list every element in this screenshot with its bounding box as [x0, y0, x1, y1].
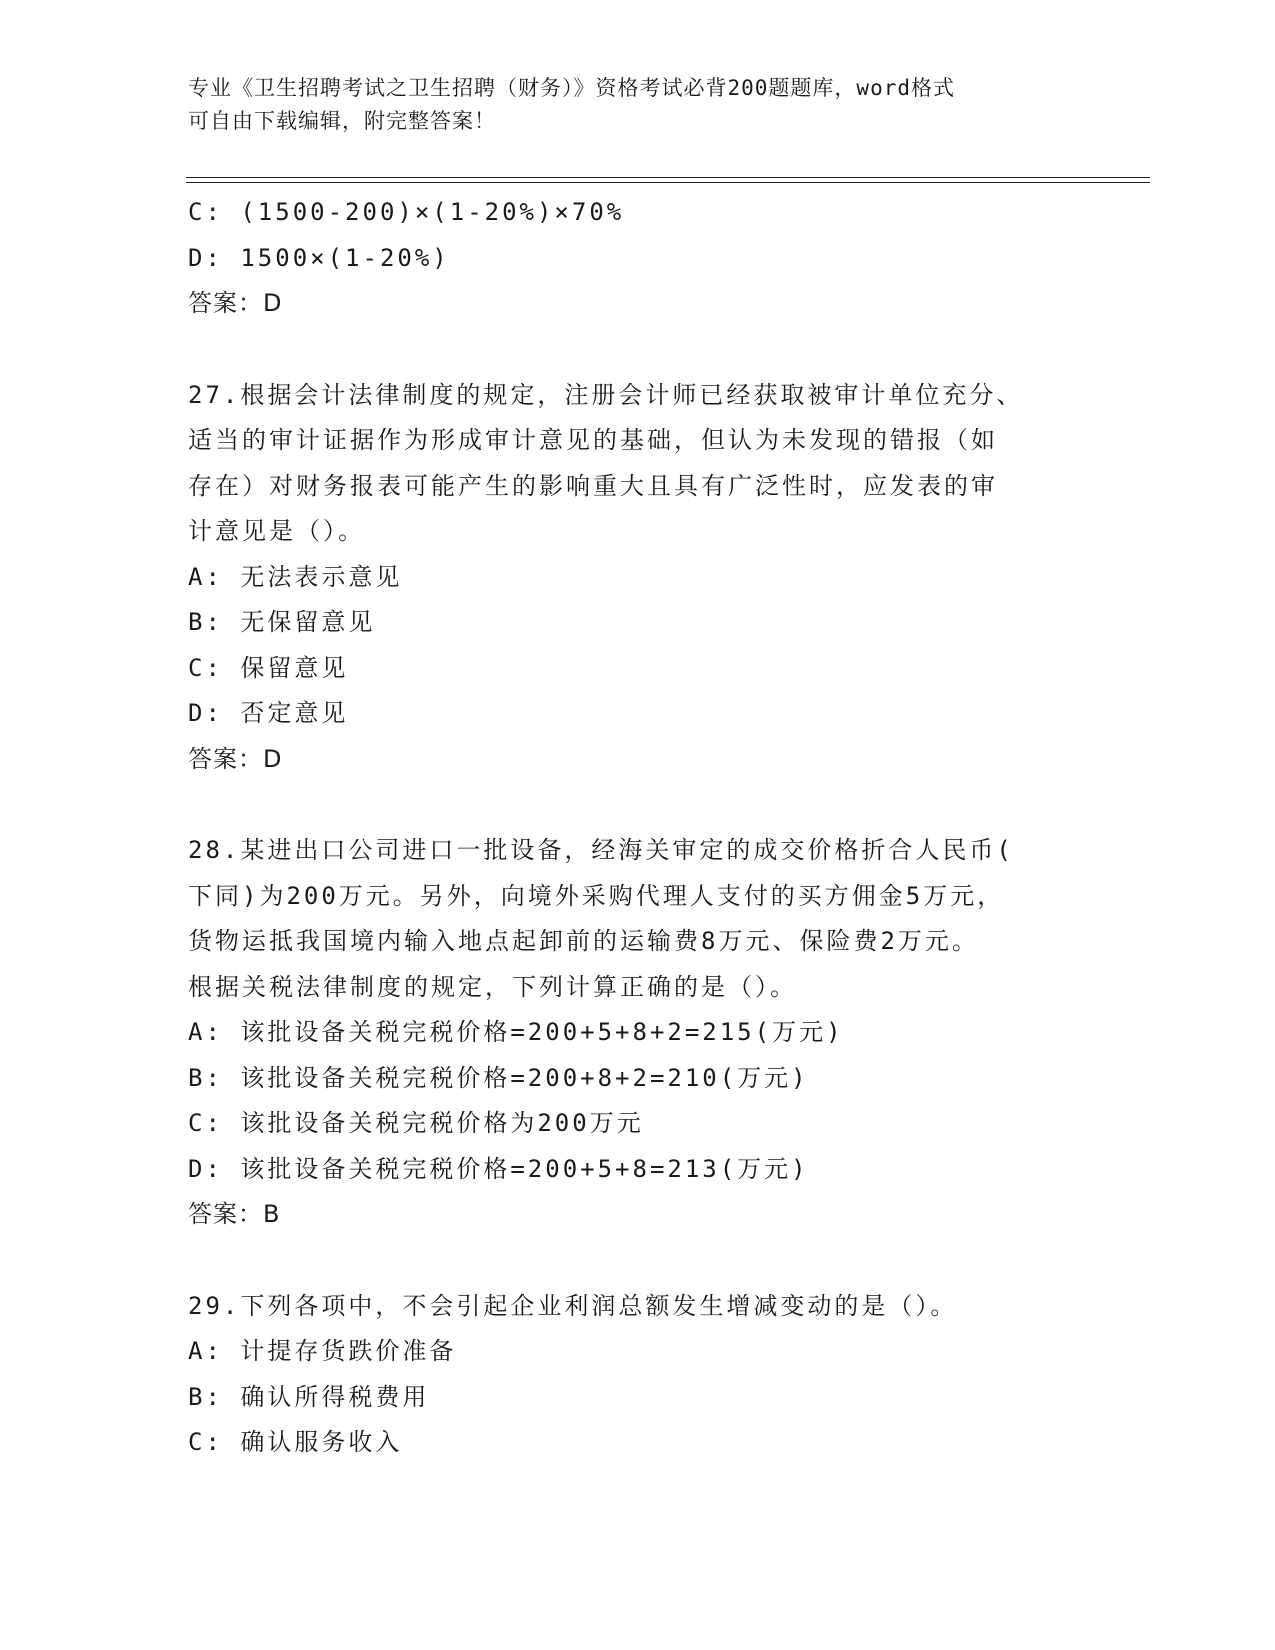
header-line-1: 专业《卫生招聘考试之卫生招聘（财务）》资格考试必背200题题库，word格式 [188, 76, 955, 100]
question-stem-line: 27.根据会计法律制度的规定，注册会计师已经获取被审计单位充分、 [188, 380, 1024, 409]
question-stem-line: 存在）对财务报表可能产生的影响重大且具有广泛性时，应发表的审 [188, 471, 998, 500]
answer-line: 答案：D [188, 744, 283, 773]
answer-line: 答案：D [188, 289, 283, 317]
option-c: C: 确认服务收入 [188, 1428, 403, 1456]
option-b: B: 确认所得税费用 [188, 1382, 430, 1411]
question-spacer [188, 327, 1068, 373]
option-a: A: 计提存货跌价准备 [188, 1337, 457, 1365]
question-spacer [188, 782, 1068, 828]
question-27 [188, 373, 1068, 783]
question-stem-line: 下同)为200万元。另外，向境外采购代理人支付的买方佣金5万元， [188, 881, 1005, 910]
option-b: B: 该批设备关税完税价格=200+8+2=210(万元) [188, 1063, 809, 1092]
question-stem-line: 适当的审计证据作为形成审计意见的基础，但认为未发现的错报（如 [188, 426, 998, 454]
question-stem-line: 货物运抵我国境内输入地点起卸前的运输费8万元、保险费2万元。 [188, 927, 979, 955]
header-line-2: 可自由下载编辑，附完整答案！ [188, 109, 496, 133]
question-stem-line: 根据关税法律制度的规定，下列计算正确的是（）。 [188, 972, 797, 1001]
option-d: D: 1500×(1-20%) [188, 243, 450, 272]
question-26 [188, 190, 1068, 327]
question-stem-line: 29.下列各项中，不会引起企业利润总额发生增减变动的是（）。 [188, 1291, 958, 1320]
question-list [188, 190, 1068, 1466]
header-divider-top [186, 177, 1150, 178]
header-divider-bottom [186, 182, 1150, 183]
option-c: C: 该批设备关税完税价格为200万元 [188, 1109, 644, 1137]
option-c: C: 保留意见 [188, 653, 349, 682]
option-b: B: 无保留意见 [188, 608, 376, 636]
document-header [188, 72, 1068, 138]
question-stem-line: 28.某进出口公司进口一批设备，经海关审定的成交价格折合人民币( [188, 836, 1014, 864]
question-stem-line: 计意见是（）。 [188, 517, 365, 545]
question-28 [188, 828, 1068, 1238]
option-a: A: 无法表示意见 [188, 562, 403, 591]
question-29 [188, 1284, 1068, 1466]
option-d: D: 否定意见 [188, 699, 349, 727]
answer-line: 答案：B [188, 1200, 281, 1228]
option-d: D: 该批设备关税完税价格=200+5+8=213(万元) [188, 1154, 809, 1183]
question-spacer [188, 1238, 1068, 1284]
option-c: C: (1500-200)×(1-20%)×70% [188, 198, 625, 226]
option-a: A: 该批设备关税完税价格=200+5+8+2=215(万元) [188, 1018, 844, 1046]
